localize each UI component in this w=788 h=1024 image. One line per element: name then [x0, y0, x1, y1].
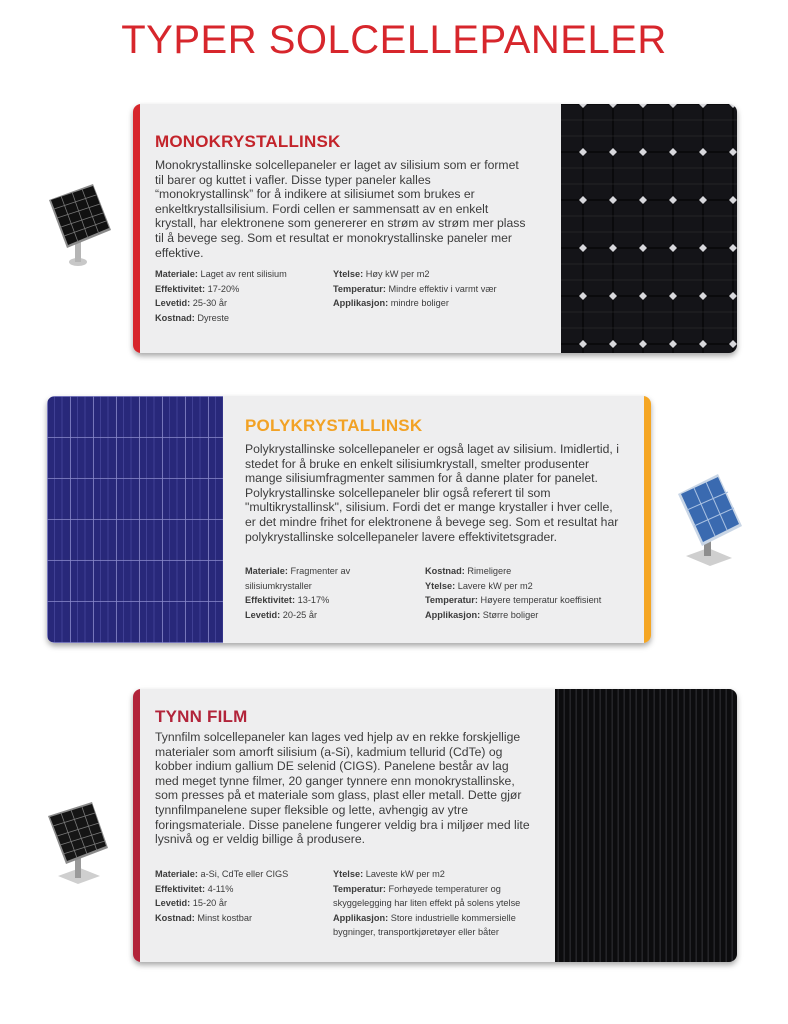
thin-specs-left — [155, 867, 325, 925]
thin-accent-bar — [133, 689, 140, 962]
poly-panel-texture — [47, 396, 231, 643]
spec-row: Materiale: a-Si, CdTe eller CIGS — [155, 869, 289, 879]
spec-row: Effektivitet: 13-17% — [245, 595, 330, 605]
thin-description: Tynnfilm solcellepaneler kan lages ved hjelp av en rekke forskjellige materialer som amorft silisium (a-Si), kadmium tellurid (CdTe) og kobber indium gallium DE selenid (CIGS). Panelene består av lag med meget tynne filmer, 20 ganger tynnere enn monokrystallinske, som presses på et materiale som glass, plast eller metall. Dette gjør tynnfilmpanelene super fleksible og lette, avhengig av ytre foringsmateriale. Disse panelene fungerer veldig bra i miljøer med lite lysnivå og er veldig billige å produsere. — [155, 730, 530, 847]
spec-row: Applikasjon: Store industrielle kommersielle bygninger, transportkjøretøyer eller båter — [333, 912, 516, 937]
thin-heading: TYNN FILM — [155, 707, 248, 726]
mono-description: Monokrystallinske solcellepaneler er laget av silisium som er formet til barer og kuttet i vafler. Disse typer paneler kalles “monokrystallinsk” for å indikere at silisiumet som brukes er enkeltkrystallsilisium. Fordi cellen er sammensatt av en enkelt krystall, har elektronene som genererer en strøm av strøm mer plass til å bevege seg. Som et resultat er monokrystallinske paneler mer effektive. — [155, 158, 526, 260]
spec-row: Levetid: 15-20 år — [155, 898, 228, 908]
spec-row: Kostnad: Dyreste — [155, 312, 230, 323]
poly-solar-panel-icon — [672, 468, 747, 568]
spec-row: Effektivitet: 4-11% — [155, 883, 234, 894]
spec-row: Materiale: Laget av rent silisium — [155, 269, 287, 279]
spec-row: Ytelse: Lavere kW per m2 — [425, 580, 533, 591]
spec-row: Levetid: 25-30 år — [155, 298, 228, 308]
poly-description: Polykrystallinske solcellepaneler er også laget av silisium. Imidlertid, i stedet for å bruke en enkelt silisiumkrystall, smelter produsenter mange silisiumfragmenter sammen for å danne plater for panelet. Polykrystallinske solcellepaneler blir også referert til som "multikrystallinsk", silisium. Fordi det er mange krystaller i hver celle, er det mindre frihet for elektronene å bevege seg. Som et resultat har polykrystallinske solcellepaneler lavere effektivitetsgrader. — [245, 442, 619, 544]
mono-panel-texture — [553, 104, 737, 353]
spec-row: Materiale: Fragmenter av silisiumkrystaller — [245, 566, 351, 591]
thin-film-solar-panel-icon — [44, 796, 116, 888]
poly-accent-bar — [644, 396, 651, 643]
spec-row: Kostnad: Rimeligere — [425, 566, 512, 576]
thin-film-card — [133, 689, 737, 962]
mono-card — [133, 104, 737, 353]
spec-row: Temperatur: Høyere temperatur koeffisient — [425, 595, 602, 605]
thin-film-panel-texture — [547, 689, 737, 962]
spec-row: Applikasjon: mindre boliger — [333, 298, 449, 308]
spec-row: Temperatur: Mindre effektiv i varmt vær — [333, 283, 497, 294]
mono-specs-left — [155, 267, 325, 325]
mono-heading: MONOKRYSTALLINSK — [155, 132, 341, 151]
page-title: TYPER SOLCELLEPANELER — [121, 18, 667, 62]
spec-row: Ytelse: Laveste kW per m2 — [333, 869, 445, 879]
thin-specs-right — [333, 867, 543, 940]
poly-card — [47, 396, 651, 643]
poly-heading: POLYKRYSTALLINSK — [245, 416, 423, 435]
spec-row: Applikasjon: Større boliger — [425, 609, 539, 620]
mono-solar-panel-icon — [45, 178, 115, 270]
spec-row: Levetid: 20-25 år — [245, 609, 318, 620]
spec-row: Kostnad: Minst kostbar — [155, 912, 253, 923]
mono-specs-right — [333, 267, 543, 311]
poly-specs-left — [245, 564, 415, 622]
mono-accent-bar — [133, 104, 140, 353]
poly-specs-right — [425, 564, 645, 622]
spec-row: Temperatur: Forhøyede temperaturer og skyggelegging har liten effekt på solens ytelse — [333, 883, 521, 908]
spec-row: Ytelse: Høy kW per m2 — [333, 269, 430, 279]
spec-row: Effektivitet: 17-20% — [155, 283, 240, 294]
